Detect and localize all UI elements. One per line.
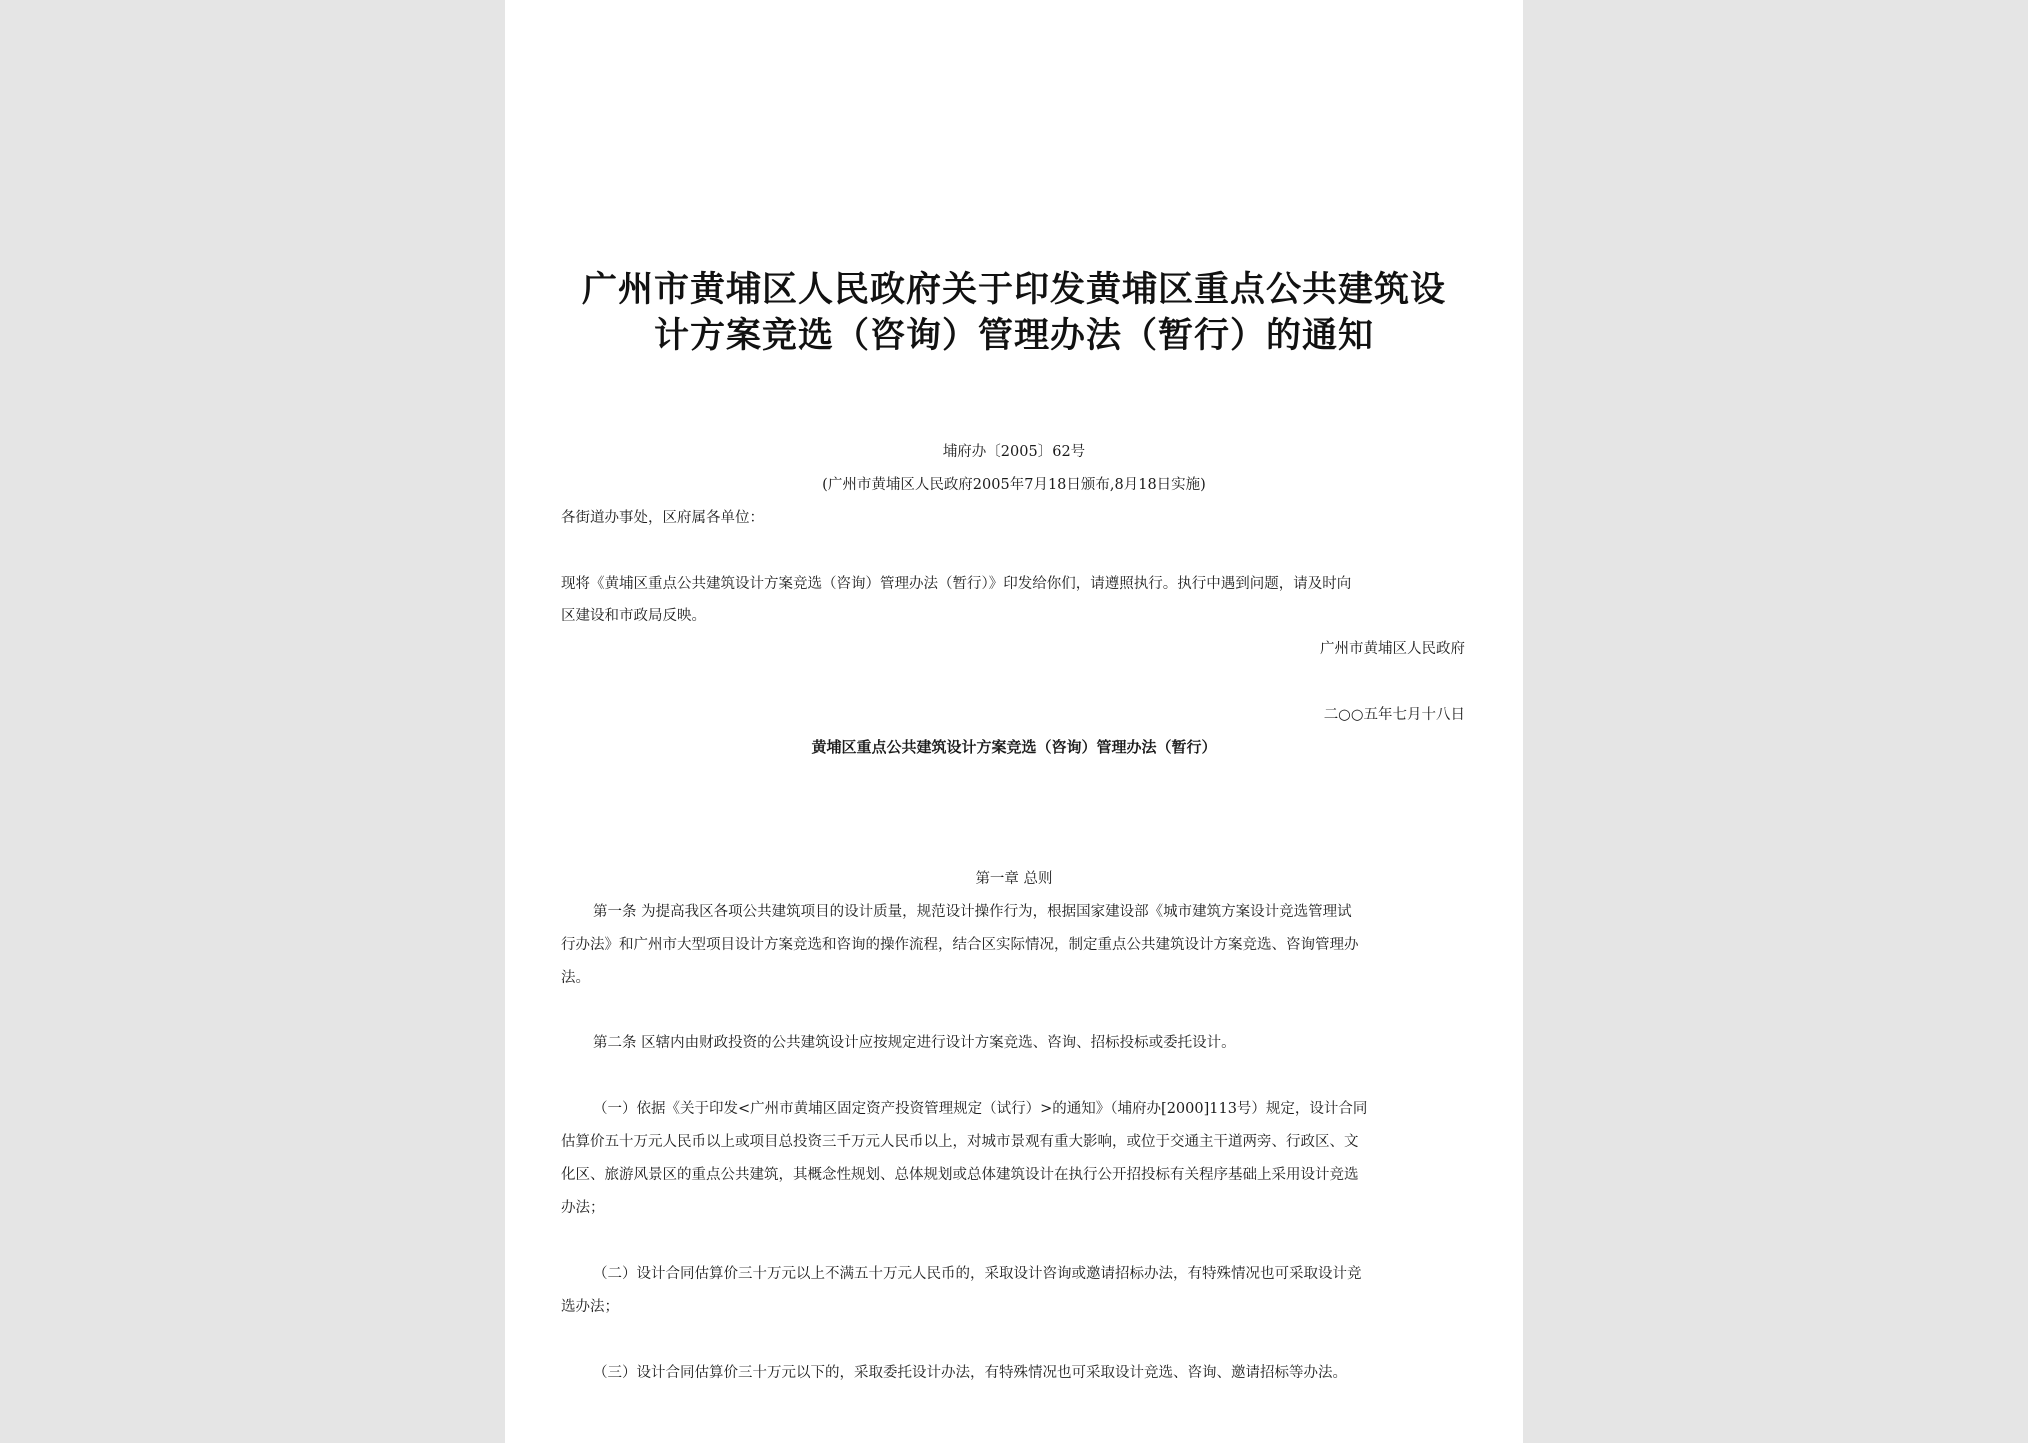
attachment-title: 黄埔区重点公共建筑设计方案竞选（咨询）管理办法（暂行） <box>811 738 1217 756</box>
issued-note: (广州市黄埔区人民政府2005年7月18日颁布,8月18日实施) <box>822 477 1206 493</box>
signature-organization: 广州市黄埔区人民政府 <box>1320 641 1465 657</box>
item-2-line-2: 选办法； <box>561 1299 619 1315</box>
addressee: 各街道办事处，区府属各单位： <box>561 510 764 526</box>
article-2-line-1: 第二条 区辖内由财政投资的公共建筑设计应按规定进行设计方案竞选、咨询、招标投标或委托设计。 <box>593 1035 1236 1051</box>
article-1-line-3: 法。 <box>561 970 590 986</box>
document-title-line-2: 计方案竞选（咨询）管理办法（暂行）的通知 <box>653 315 1374 356</box>
item-1-line-1: （一）依据《关于印发<广州市黄埔区固定资产投资管理规定（试行）>的通知》（埔府办[2000]113号）规定，设计合同 <box>593 1101 1368 1117</box>
item-1-line-4: 办法； <box>561 1200 605 1216</box>
article-1-line-1: 第一条 为提高我区各项公共建筑项目的设计质量，规范设计操作行为，根据国家建设部《城市建筑方案设计竞选管理试 <box>593 904 1352 920</box>
item-1-line-2: 估算价五十万元人民币以上或项目总投资三千万元人民币以上，对城市景观有重大影响，或位于交通主干道两旁、行政区、文 <box>561 1134 1359 1150</box>
item-2-line-1: （二）设计合同估算价三十万元以上不满五十万元人民币的，采取设计咨询或邀请招标办法，有特殊情况也可采取设计竞 <box>593 1266 1362 1282</box>
item-3-line-1: （三）设计合同估算价三十万元以下的，采取委托设计办法，有特殊情况也可采取设计竞选、咨询、邀请招标等办法。 <box>593 1365 1347 1381</box>
article-1-line-2: 行办法》和广州市大型项目设计方案竞选和咨询的操作流程，结合区实际情况，制定重点公共建筑设计方案竞选、咨询管理办 <box>561 937 1359 953</box>
document-title-line-1: 广州市黄埔区人民政府关于印发黄埔区重点公共建筑设 <box>581 269 1446 310</box>
document-page <box>505 0 1523 1443</box>
signature-date: 二○○五年七月十八日 <box>1323 707 1465 723</box>
document-number: 埔府办〔2005〕62号 <box>942 444 1086 460</box>
chapter-1-title: 第一章 总则 <box>975 871 1053 887</box>
body-paragraph-line-2: 区建设和市政局反映。 <box>561 608 706 624</box>
item-1-line-3: 化区、旅游风景区的重点公共建筑，其概念性规划、总体规划或总体建筑设计在执行公开招投标有关程序基础上采用设计竞选 <box>561 1167 1359 1183</box>
body-paragraph-line-1: 现将《黄埔区重点公共建筑设计方案竞选（咨询）管理办法（暂行）》印发给你们，请遵照执行。执行中遇到问题，请及时向 <box>561 576 1352 592</box>
